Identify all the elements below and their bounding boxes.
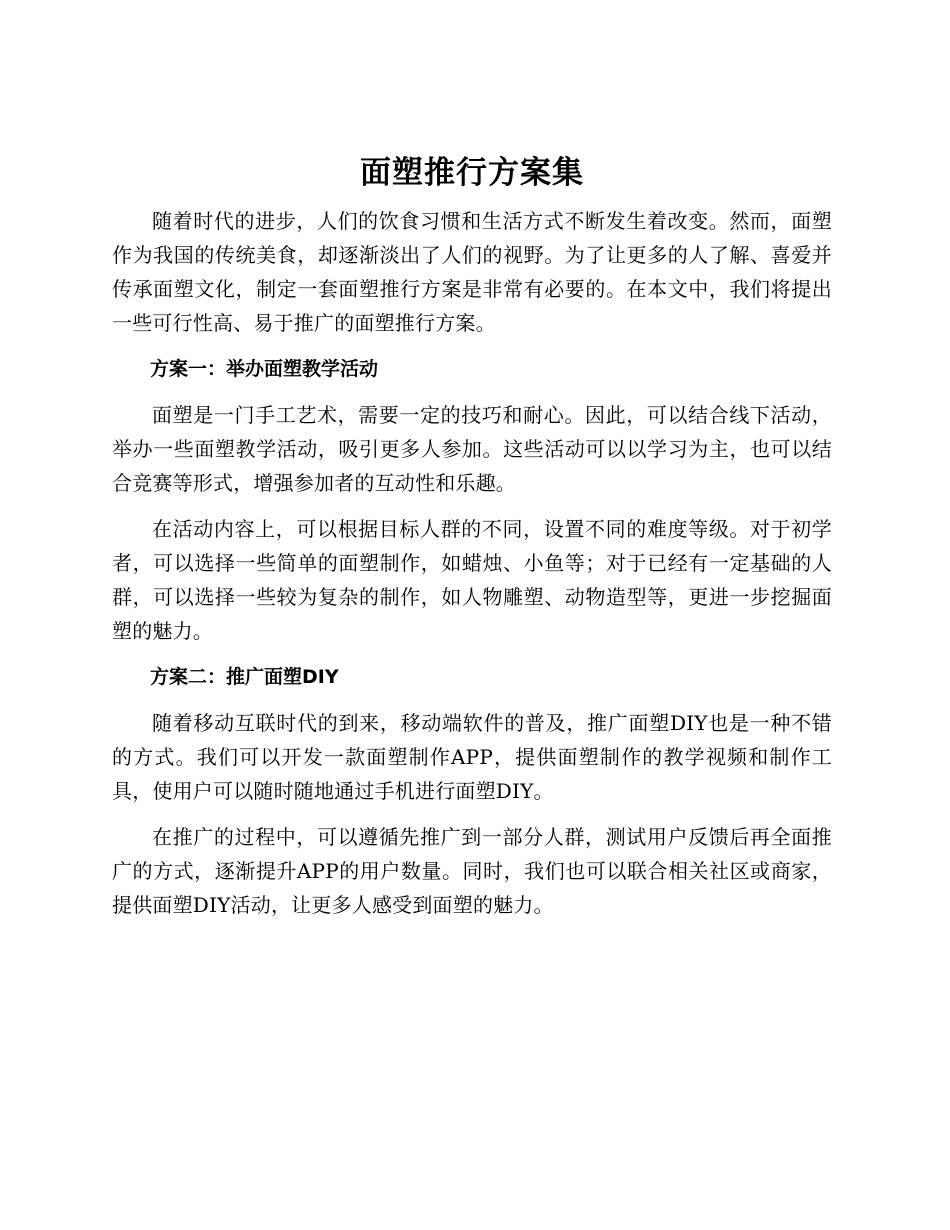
plan-2-paragraph-1: 随着移动互联时代的到来，移动端软件的普及，推广面塑DIY也是一种不错的方式。我们可以开发一款面塑制作APP，提供面塑制作的教学视频和制作工具，使用户可以随时随地通过手机进行面塑DIY。 xyxy=(112,711,832,803)
document-title: 面塑推行方案集 xyxy=(360,155,584,191)
intro-paragraph: 随着时代的进步，人们的饮食习惯和生活方式不断发生着改变。然而，面塑作为我国的传统美食，却逐渐淡出了人们的视野。为了让更多的人了解、喜爱并传承面塑文化，制定一套面塑推行方案是非常有必要的。在本文中，我们将提出一些可行性高、易于推广的面塑推行方案。 xyxy=(112,209,832,335)
plan-1-paragraph-1: 面塑是一门手工艺术，需要一定的技巧和耐心。因此，可以结合线下活动，举办一些面塑教学活动，吸引更多人参加。这些活动可以以学习为主，也可以结合竞赛等形式，增强参加者的互动性和乐趣。 xyxy=(112,403,832,495)
plan-2-paragraph-2: 在推广的过程中，可以遵循先推广到一部分人群，测试用户反馈后再全面推广的方式，逐渐提升APP的用户数量。同时，我们也可以联合相关社区或商家，提供面塑DIY活动，让更多人感受到面塑的魅力。 xyxy=(112,825,832,917)
document-body xyxy=(112,150,832,934)
section-heading-plan-1: 方案一：举办面塑教学活动 xyxy=(150,358,379,380)
section-heading-plan-2: 方案二：推广面塑DIY xyxy=(150,666,339,688)
plan-1-paragraph-2: 在活动内容上，可以根据目标人群的不同，设置不同的难度等级。对于初学者，可以选择一些简单的面塑制作，如蜡烛、小鱼等；对于已经有一定基础的人群，可以选择一些较为复杂的制作，如人物雕塑、动物造型等，更进一步挖掘面塑的魅力。 xyxy=(112,517,832,643)
